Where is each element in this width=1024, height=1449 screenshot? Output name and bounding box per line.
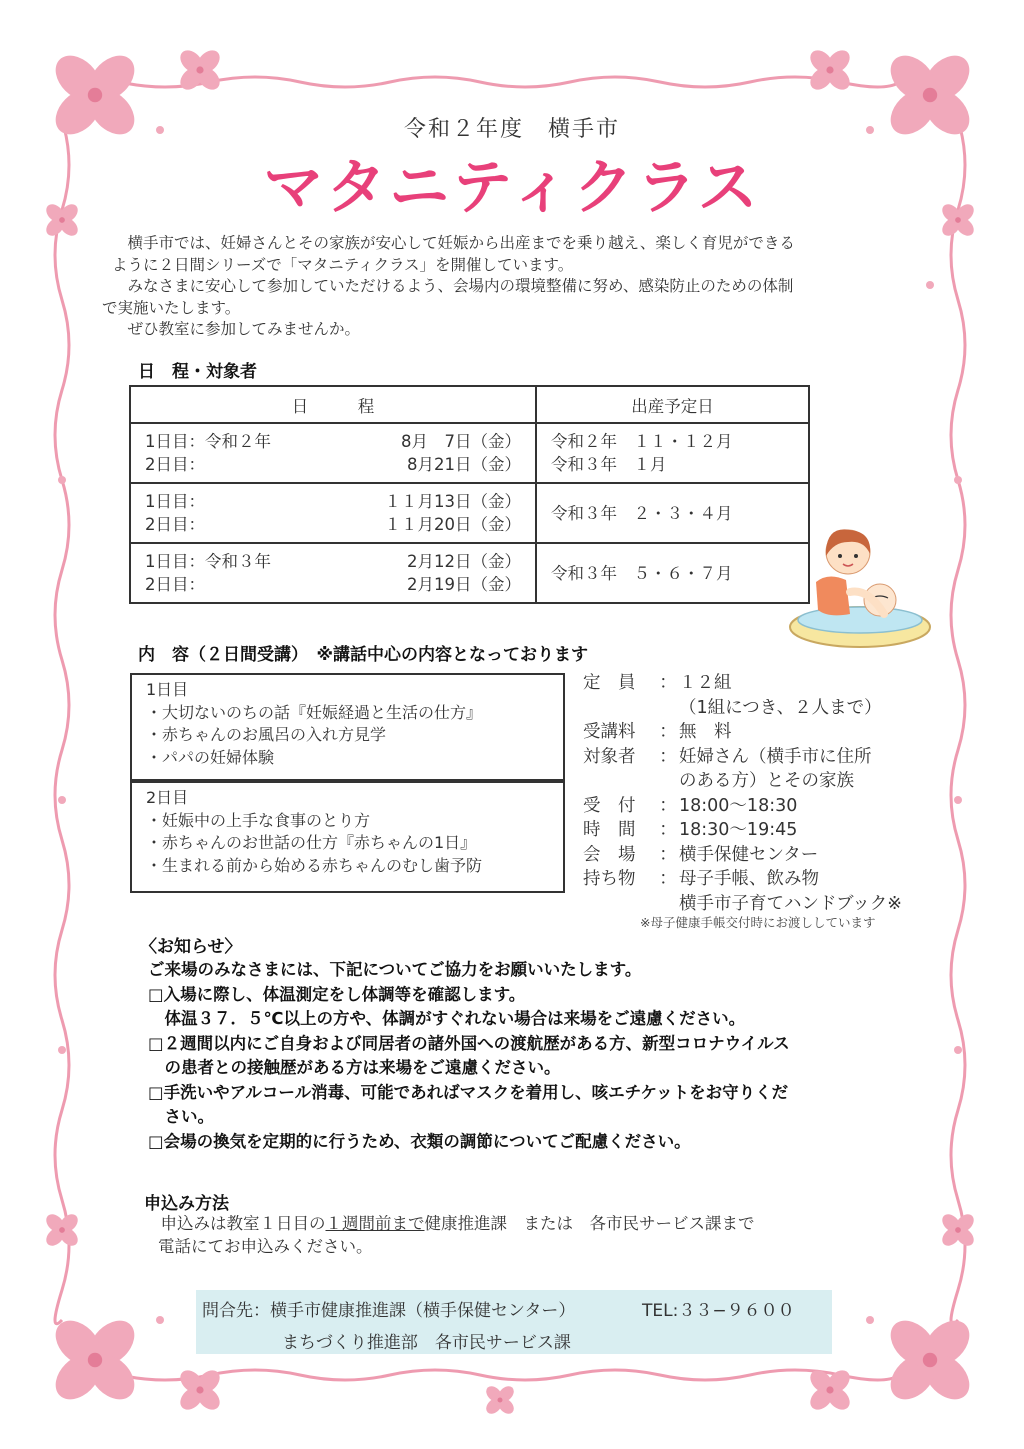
info-key: 受講料 [583,722,636,742]
day-date: １１月20日（金） [384,515,521,534]
day1-content-box [130,673,565,781]
intro-line: ように２日間シリーズで「マタニティクラス」を開催しています。 [112,255,574,274]
flower-ornament [806,1366,854,1414]
info-row [583,745,923,770]
apply-text-part: 申込みは教室１日目の [144,1214,326,1233]
info-key: 持ち物 [583,869,636,889]
info-colon: ： [659,746,677,767]
info-colon: ： [659,844,677,865]
day-label: 1日目： [145,492,205,511]
table-row [130,543,809,603]
content-heading: 内 容（２日間受講） ※講話中心の内容となっております [138,645,589,665]
contact-tel: TEL:３３−９６００ [642,1301,795,1321]
flower-ornament [882,1312,978,1408]
dot-ornament [58,1046,66,1054]
apply-line [144,1212,904,1235]
intro-line: ぜひ教室に参加してみませんか。 [112,320,361,338]
day-date: 8月 7日（金） [401,432,521,451]
dates-cell [130,483,536,543]
info-colon [657,696,679,721]
due-cell [536,483,809,543]
dot-ornament [866,1316,874,1324]
notice-line: □会場の換気を定期的に行うため、衣類の調節についてご配慮ください。 [148,1131,691,1151]
due-cell [536,423,809,483]
apply-heading: 申込み方法 [144,1194,229,1214]
contact-line: 問合先：横手市健康推進課（横手保健センター） [202,1301,576,1321]
info-row [583,843,923,868]
dot-ornament [58,796,66,804]
column-header-dates: 日 程 [130,386,536,423]
intro-line: みなさまに安心して参加していただけるよう、会場内の環境整備に努め、感染防止のための体制 [112,277,794,295]
day-label: 1日目：令和３年 [145,552,271,571]
day-date: 2月12日（金） [407,552,521,571]
notice-text [148,958,918,1154]
day2-content-box [130,781,565,893]
day-date: １１月13日（金） [384,492,521,511]
mother-baby-bath-illustration [788,522,938,652]
info-row [583,794,923,819]
dot-ornament [954,1046,962,1054]
dot-ornament [954,476,962,484]
info-value: 横手市子育てハンドブック※ [679,893,902,914]
info-row [583,720,923,745]
due-text: 令和３年 ５・６・７月 [551,563,733,583]
info-value: １２組 [679,673,732,693]
page-title: マタニティクラス [263,153,761,223]
header-subtitle: 令和２年度 横手市 [403,117,620,142]
list-item: ・パパの妊婦体験 [146,747,275,767]
info-colon: ： [659,722,677,742]
info-value: 母子手帳、飲み物 [679,869,819,889]
apply-text-part: 健康推進課 または 各市民サービス課まで [424,1214,755,1233]
notice-heading: 〈お知らせ〉 [140,937,242,957]
notice-line: □手洗いやアルコール消毒、可能であればマスクを着用し、咳エチケットをお守りくだ [148,1082,789,1102]
due-text: 令和３年 ２・３・４月 [551,503,733,523]
flower-ornament [43,1211,81,1249]
info-row [583,769,923,794]
info-row [583,671,923,696]
info-row [583,818,923,843]
list-item: ・赤ちゃんのお風呂の入れ方見学 [146,725,387,744]
table-row [130,423,809,483]
info-key [583,769,657,794]
info-key: 対象者 [583,746,636,767]
due-cell [536,543,809,603]
day-date: 2月19日（金） [407,575,521,594]
dot-ornament [926,281,934,289]
class-info-list [583,671,923,916]
info-colon: ： [659,869,677,889]
notice-line: □入場に際し、体温測定をし体調等を確認します。 [148,984,526,1004]
contact-line: まちづくり推進部 各市民サービス課 [282,1333,571,1353]
flower-ornament [176,46,224,94]
list-item: ・生まれる前から始める赤ちゃんのむし歯予防 [146,855,483,875]
table-row [130,483,809,543]
flower-ornament [939,1211,977,1249]
apply-text [144,1212,904,1258]
day-label: 2日目： [145,515,205,534]
schedule-table [129,385,810,604]
day-label: 1日目：令和２年 [145,432,271,451]
info-colon: ： [659,673,677,693]
info-value: 横手保健センター [679,844,819,865]
notice-line: □２週間以内にご自身および同居者の諸外国への渡航歴がある方、新型コロナウイルス [148,1033,790,1053]
flower-ornament [806,46,854,94]
info-value: 18:30～19:45 [679,820,798,840]
list-item: ・赤ちゃんのお世話の仕方『赤ちゃんの1日』 [146,833,477,852]
dot-ornament [58,476,66,484]
info-value: 無 料 [679,722,732,742]
notice-line: の患者との接触歴がある方は来場をご遠慮ください。 [148,1058,561,1077]
dates-cell [130,543,536,603]
day-label: 2日目： [145,575,205,594]
info-key: 定 員 [583,673,636,693]
table-header-row [130,386,809,423]
info-value: のある方）とその家族 [679,771,854,791]
contact-box [196,1290,832,1354]
intro-line: で実施いたします。 [102,298,241,317]
info-key: 受 付 [583,795,636,816]
info-colon [657,769,679,794]
flower-ornament [483,1383,517,1417]
info-colon: ： [659,820,677,840]
info-key: 時 間 [583,820,636,840]
apply-deadline: １週間前まで [325,1214,425,1233]
info-value: 18:00～18:30 [679,795,798,816]
info-colon: ： [659,795,677,816]
info-value: （1組につき、２人まで） [679,697,882,718]
column-header-due: 出産予定日 [536,386,809,423]
notice-line: 体温３７．５℃以上の方や、体調がすぐれない場合は来場をご遠慮ください。 [148,1009,746,1028]
notice-line: ご来場のみなさまには、下記についてご協力をお願いいたします。 [148,960,642,979]
day-label: 2日目： [145,455,205,474]
flower-ornament [47,1312,143,1408]
day2-title: 2日目 [146,788,189,807]
schedule-heading: 日 程・対象者 [138,362,257,382]
list-item: ・妊娠中の上手な食事のとり方 [146,810,371,830]
day-date: 8月21日（金） [407,455,521,474]
dot-ornament [954,796,962,804]
dates-cell [130,423,536,483]
day1-title: 1日目 [146,680,189,699]
intro-text [102,233,924,341]
intro-line: 横手市では、妊婦さんとその家族が安心して妊娠から出産までを乗り越え、楽しく育児ができる [112,234,795,252]
due-text: 令和２年 １１・１２月 [551,432,733,451]
dot-ornament [156,1316,164,1324]
notice-line: さい。 [148,1107,214,1126]
info-key [583,696,657,721]
handbook-footnote: ※母子健康手帳交付時にお渡ししています [640,915,876,930]
flower-ornament [176,1366,224,1414]
info-key: 会 場 [583,844,636,865]
info-value: 妊婦さん（横手市に住所 [679,746,872,767]
info-row [583,867,923,892]
list-item: ・大切ないのちの話『妊娠経過と生活の仕方』 [146,702,483,722]
apply-line: 電話にてお申込みください。 [158,1237,373,1256]
due-text: 令和３年 １月 [551,455,667,474]
info-row [583,696,923,721]
